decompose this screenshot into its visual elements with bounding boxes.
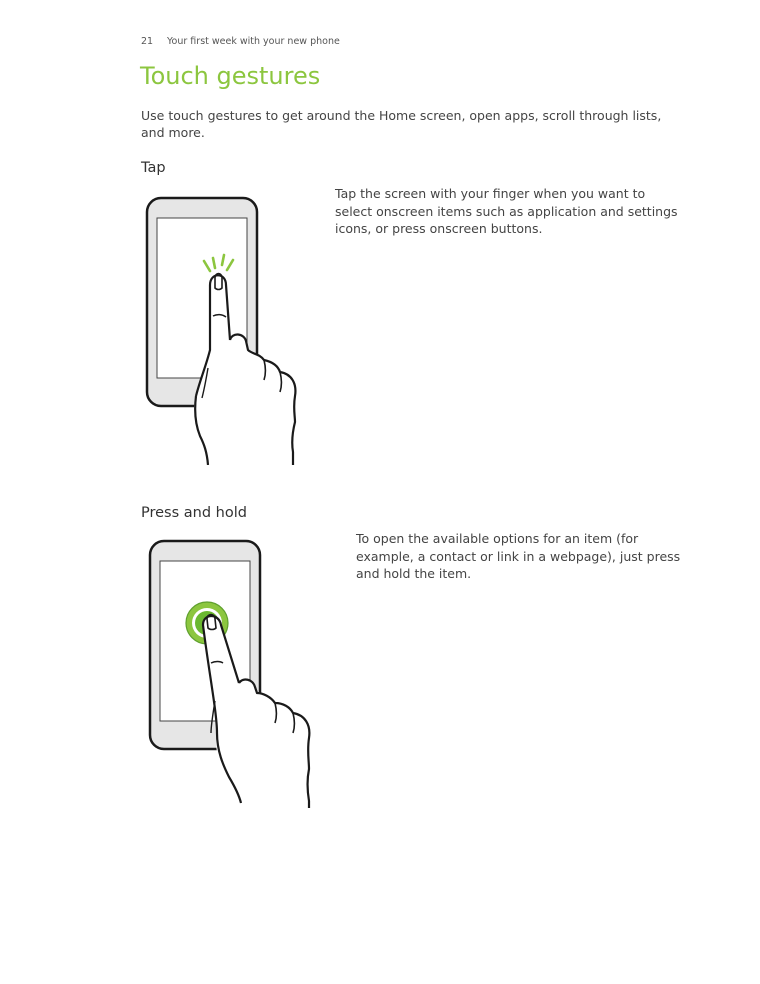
section-heading-press-and-hold: Press and hold (141, 505, 247, 521)
tap-description: Tap the screen with your finger when you want to select onscreen items such as application and settings icons, or press onscreen buttons. (335, 186, 678, 236)
chapter-title: Your first week with your new phone (167, 36, 340, 47)
phone-tap-illustration-icon (140, 190, 310, 465)
page-title: Touch gestures (140, 62, 321, 90)
intro-paragraph: Use touch gestures to get around the Home screen, open apps, scroll through lists, and more. (141, 108, 662, 140)
page-number: 21 (141, 36, 154, 47)
section-heading-tap: Tap (141, 160, 166, 176)
press-and-hold-description: To open the available options for an item (for example, a contact or link in a webpage), just press and hold the item. (356, 531, 681, 581)
phone-press-hold-illustration-icon (143, 533, 323, 808)
running-header (141, 36, 340, 47)
